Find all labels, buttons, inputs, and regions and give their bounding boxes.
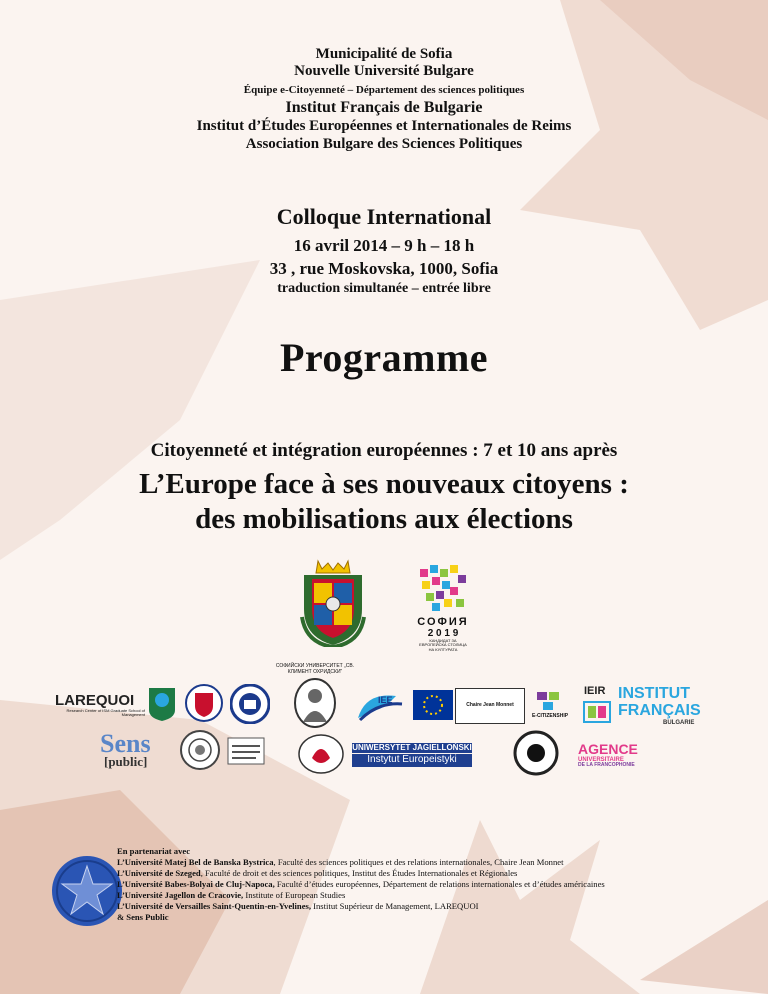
uj-institute-label: Instytut Europeistyki bbox=[352, 754, 472, 767]
partner-szeged: L’Université de Szeged, Faculté de droit et des sciences politiques, Institut des Études Internationales et Régionales bbox=[117, 868, 518, 878]
organizer-institut-francais: Institut Français de Bulgarie bbox=[285, 99, 483, 116]
szeged-university-logo bbox=[185, 684, 223, 722]
organizer-sofia: Municipalité de Sofia bbox=[315, 46, 453, 62]
jagiellonian-university-logo bbox=[352, 740, 472, 770]
sofia-coat-of-arms-logo bbox=[292, 557, 374, 647]
uj-name-label: UNIWERSYTET JAGIELLOŃSKI bbox=[352, 743, 472, 753]
sofia-year-label: 2 0 1 9 bbox=[427, 627, 459, 639]
public-label: [public] bbox=[104, 754, 148, 769]
matej-bel-university-logo bbox=[147, 686, 177, 722]
partner-versailles: L’Université de Versailles Saint-Quentin-en-Yvelines, Institut Supérieur de Management, LAREQUOI bbox=[117, 901, 479, 911]
iee-logo bbox=[356, 690, 406, 724]
sofia-2019-logo bbox=[408, 560, 478, 655]
event-date: 16 avril 2014 – 9 h – 18 h bbox=[293, 236, 475, 255]
e-citizenship-label: E-CITIZENSHIP bbox=[531, 713, 569, 720]
chaire-jean-monnet-logo bbox=[455, 688, 525, 724]
ieir-label: IEIR bbox=[584, 685, 606, 697]
babes-bolyai-university-logo bbox=[230, 684, 270, 724]
partner-matej-bel: L’Université Matej Bel de Banska Bystrica, Faculté des sciences politiques et des relations internationales, Chaire Jean Monnet bbox=[117, 857, 564, 867]
sofia-city-label: СОФИЯ bbox=[417, 616, 469, 629]
sofia-university-logo bbox=[272, 660, 358, 732]
erudio-logo bbox=[226, 734, 266, 768]
e-citizenship-logo bbox=[528, 686, 572, 724]
francophonie-label: DE LA FRANCOPHONIE bbox=[578, 761, 635, 768]
sofia-candidate-label: КАНДИДАТ ЗА ЕВРОПЕЙСКА СТОЛИЦА НА КУЛТУРАТА bbox=[419, 638, 467, 652]
programme-heading: Programme bbox=[279, 335, 489, 380]
bulgarie-label: BULGARIE bbox=[663, 719, 695, 726]
star-seal-logo bbox=[50, 854, 124, 928]
title-line-2: des mobilisations aux élections bbox=[195, 503, 573, 535]
subtitle: Citoyenneté et intégration européennes : 7 et 10 ans après bbox=[150, 440, 618, 461]
partner-babes-bolyai: L’Université Babes-Bolyai de Cluj-Napoca, Faculté d’études européennes, Département de relations internationales et d’études américaines bbox=[117, 879, 605, 889]
auf-logo bbox=[578, 736, 648, 774]
auf-label: UNIVERSITAIRE bbox=[578, 756, 624, 763]
chaire-label: Chaire Jean Monnet bbox=[466, 702, 514, 709]
event-type: Colloque International bbox=[276, 204, 492, 229]
agence-label: AGENCE bbox=[578, 740, 638, 757]
larequoi-sub-label: Research Center of ISM Graduate School of Management bbox=[66, 707, 145, 717]
cluj-circle-logo bbox=[512, 730, 560, 776]
organizer-team: Équipe e-Citoyenneté – Département des sciences politiques bbox=[243, 84, 525, 96]
sofia-university-label: СОФИЙСКИ УНИВЕРСИТЕТ „СВ. КЛИМЕНТ ОХРИДСКИ“ bbox=[275, 663, 355, 675]
versailles-university-seal-logo bbox=[180, 730, 220, 770]
organizer-reims: Institut d’Études Européennes et Internationales de Reims bbox=[196, 118, 572, 134]
sens-label: Sens bbox=[100, 729, 151, 758]
institut-francais-bulgarie-logo bbox=[618, 686, 718, 726]
partners-block bbox=[117, 846, 757, 923]
title-line-1: L’Europe face à ses nouveaux citoyens : bbox=[139, 468, 629, 500]
event-note: traduction simultanée – entrée libre bbox=[277, 281, 491, 296]
sens-public-logo bbox=[100, 729, 170, 769]
ieir-logo bbox=[580, 684, 614, 724]
larequoi-logo bbox=[55, 688, 145, 722]
iee-label: IEE bbox=[378, 695, 393, 705]
organizer-association: Association Bulgare des Sciences Politiques bbox=[245, 136, 523, 152]
partner-sens-public: & Sens Public bbox=[117, 912, 169, 922]
francais-label: FRANÇAIS bbox=[618, 701, 701, 719]
event-address: 33 , rue Moskovska, 1000, Sofia bbox=[269, 259, 499, 278]
jagiellonian-seal-logo bbox=[298, 734, 344, 774]
institut-label: INSTITUT bbox=[618, 685, 690, 703]
partners-intro: En partenariat avec bbox=[117, 846, 191, 856]
larequoi-label: LAREQUOI bbox=[55, 691, 135, 709]
sofia-2019-mosaic-icon bbox=[418, 563, 468, 615]
partner-jagiellonian: L’Université Jagellon de Cracovie, Institute of European Studies bbox=[117, 890, 346, 900]
eu-flag-logo bbox=[413, 688, 453, 722]
organizer-nbu: Nouvelle Université Bulgare bbox=[294, 63, 474, 79]
